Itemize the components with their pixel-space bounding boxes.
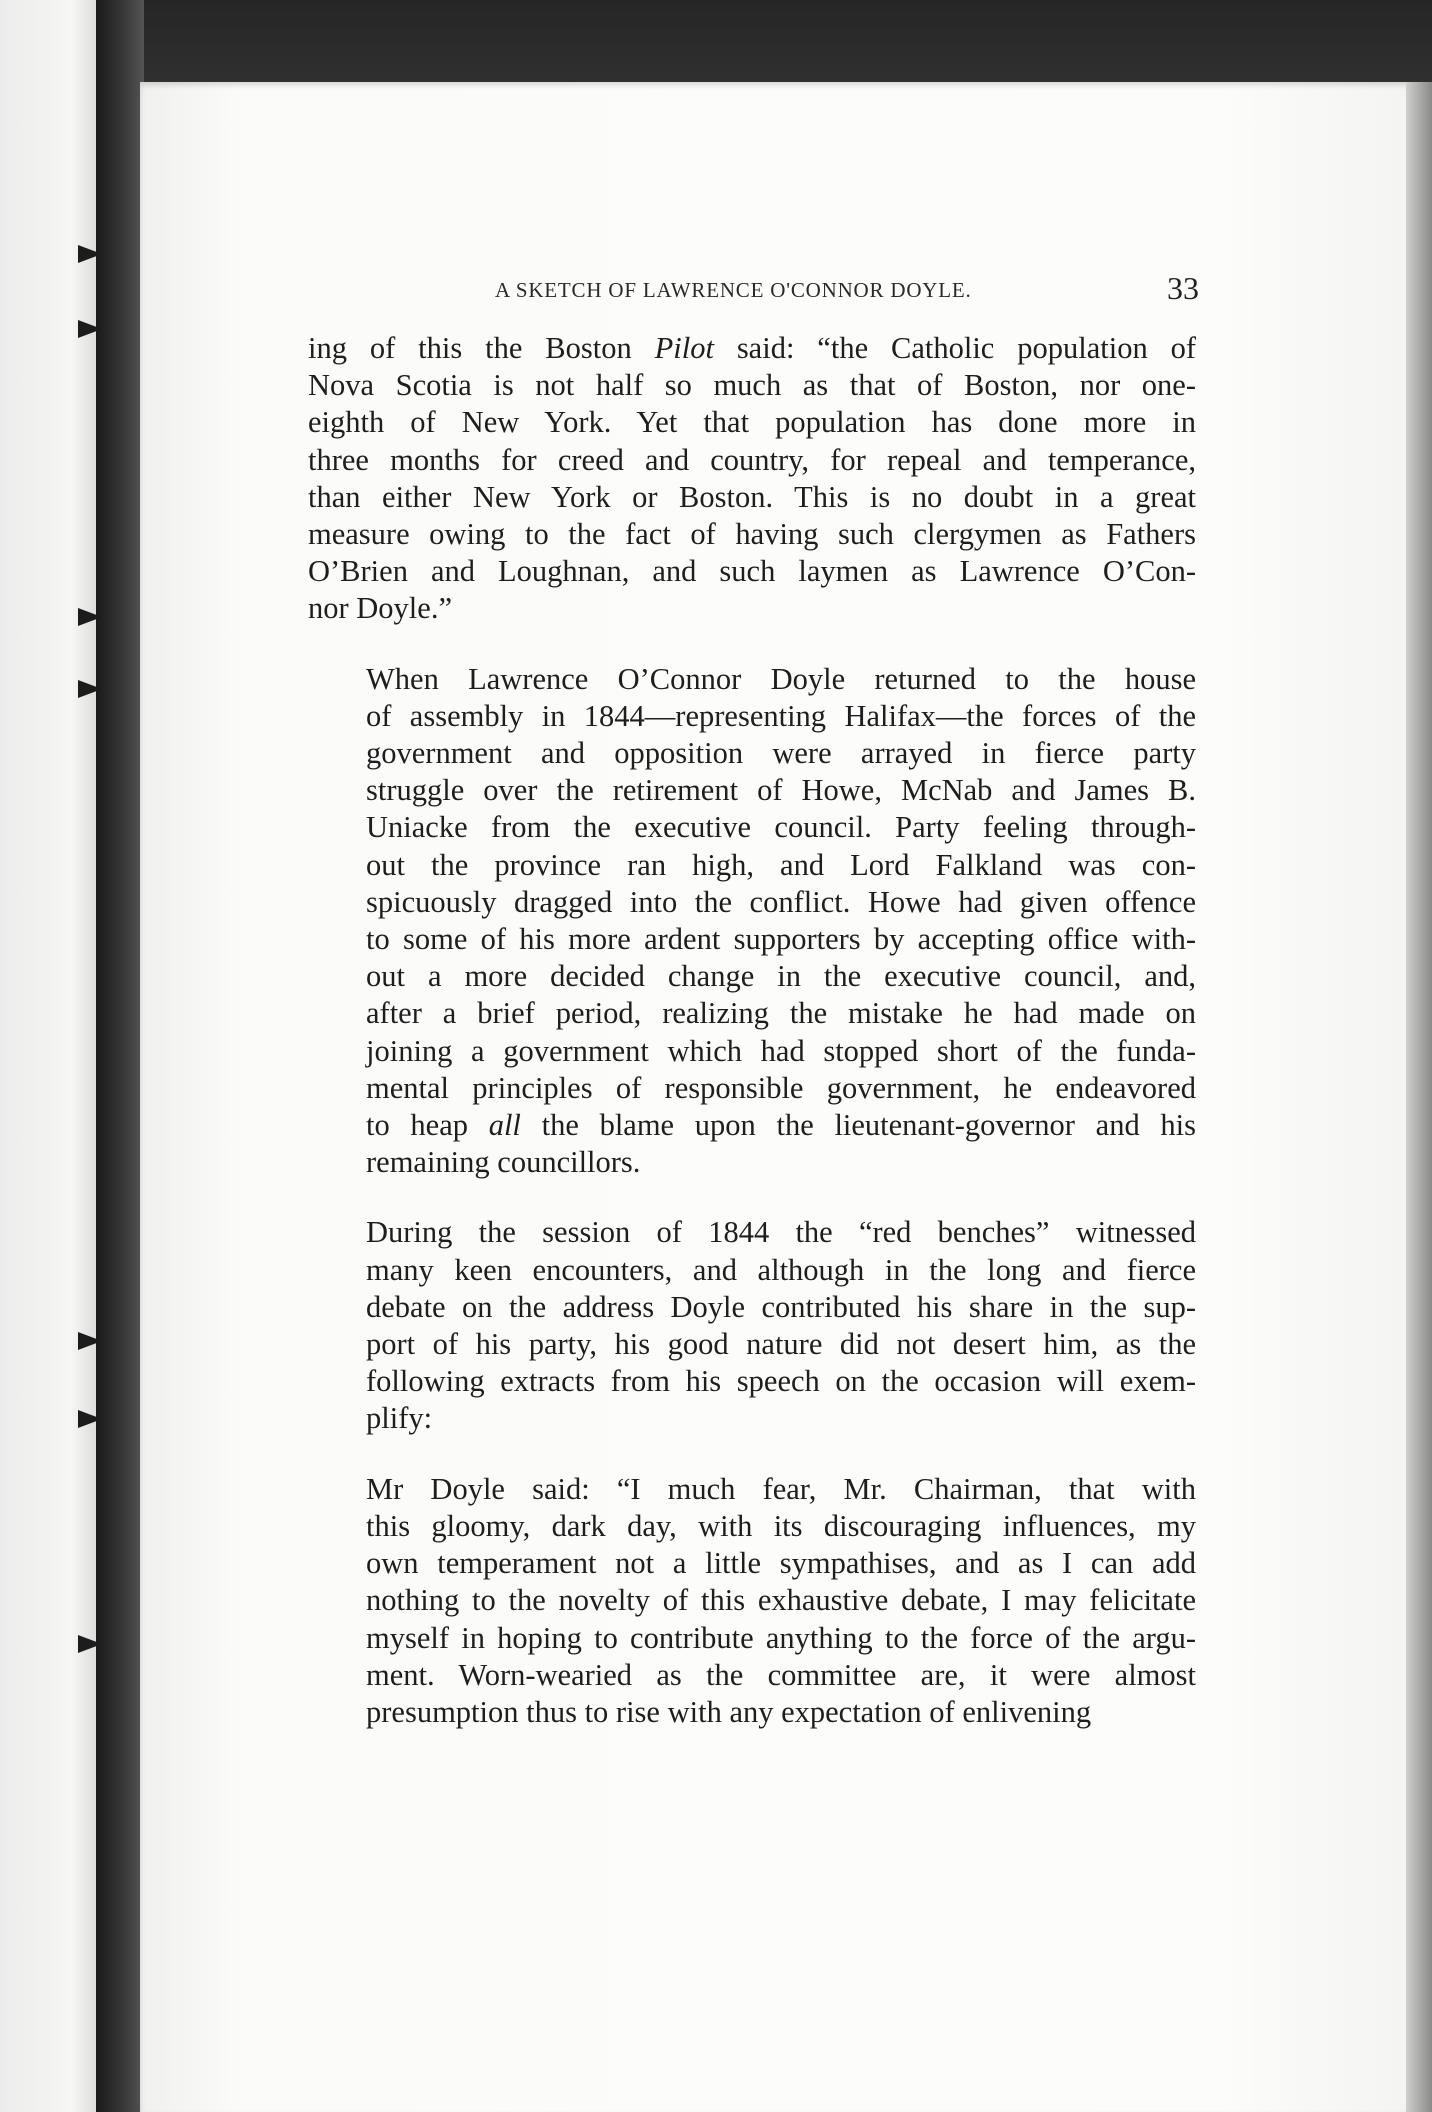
book-gutter — [96, 0, 144, 2112]
text-line: nothing to the novelty of this exhaustive debate, I may felicitate — [366, 1583, 1196, 1618]
text-line: three months for creed and country, for repeal and temperance, — [308, 442, 1196, 477]
italic-text: Pilot — [654, 331, 714, 365]
text-line: eighth of New York. Yet that population has done more in — [308, 405, 1196, 440]
paragraph — [308, 1471, 1196, 1731]
text-line: mental principles of responsible government, he endeavored — [366, 1070, 1196, 1105]
body-text — [308, 330, 1196, 1731]
paragraph — [308, 661, 1196, 1182]
text-line: nor Doyle.” — [308, 591, 452, 626]
text-line: port of his party, his good nature did not desert him, as the — [366, 1327, 1196, 1362]
page-number: 33 — [1167, 270, 1199, 306]
text-line: Nova Scotia is not half so much as that of Boston, nor one- — [308, 368, 1196, 403]
text-line: following extracts from his speech on the occasion will exem- — [366, 1364, 1196, 1399]
text-line: remaining councillors. — [366, 1145, 641, 1180]
binding-mark — [78, 680, 102, 698]
paragraph — [308, 330, 1196, 628]
binding-mark — [78, 1332, 102, 1350]
binding-mark — [78, 245, 102, 263]
text-line: Mr Doyle said: “I much fear, Mr. Chairman, that with — [366, 1471, 1196, 1506]
italic-text: all — [488, 1108, 521, 1143]
binding-mark — [78, 1635, 102, 1653]
text-line: spicuously dragged into the conflict. Howe had given offence — [366, 884, 1196, 919]
text-line: ing of this the Boston Pilot said: “the Catholic population of — [308, 331, 1196, 365]
binding-mark — [78, 1410, 102, 1428]
text-line: out the province ran high, and Lord Falkland was con- — [366, 847, 1196, 882]
page-right-edge — [1406, 82, 1432, 2112]
text-line: government and opposition were arrayed in fierce party — [366, 736, 1196, 771]
text-line: measure owing to the fact of having such clergymen as Fathers — [308, 517, 1196, 552]
text-line: to heap all the blame upon the lieutenant-governor and his — [366, 1108, 1196, 1143]
text-line: many keen encounters, and although in the long and fierce — [366, 1252, 1196, 1287]
binding-mark — [78, 608, 102, 626]
text-line: presumption thus to rise with any expectation of enlivening — [366, 1694, 1092, 1729]
text-line: struggle over the retirement of Howe, McNab and James B. — [366, 773, 1196, 808]
text-line: debate on the address Doyle contributed his share in the sup- — [366, 1289, 1196, 1324]
running-head: A SKETCH OF LAWRENCE O'CONNOR DOYLE. — [495, 278, 972, 302]
paragraph — [308, 1214, 1196, 1437]
text-line: after a brief period, realizing the mistake he had made on — [366, 996, 1196, 1031]
text-line: During the session of 1844 the “red benches” witnessed — [366, 1215, 1196, 1250]
text-line: When Lawrence O’Connor Doyle returned to the house — [366, 661, 1196, 696]
text-line: of assembly in 1844—representing Halifax—the forces of the — [366, 698, 1196, 733]
text-line: than either New York or Boston. This is no doubt in a great — [308, 479, 1196, 514]
text-line: to some of his more ardent supporters by accepting office with- — [366, 922, 1196, 957]
previous-page-edge — [0, 0, 102, 2112]
text-line: O’Brien and Loughnan, and such laymen as Lawrence O’Con- — [308, 554, 1196, 589]
text-line: joining a government which had stopped short of the funda- — [366, 1033, 1196, 1068]
binding-mark — [78, 320, 102, 338]
text-line: this gloomy, dark day, with its discouraging influences, my — [366, 1508, 1196, 1543]
text-line: own temperament not a little sympathises, and as I can add — [366, 1546, 1196, 1581]
text-line: Uniacke from the executive council. Party feeling through- — [366, 810, 1196, 845]
text-line: ment. Worn-wearied as the committee are, it were almost — [366, 1657, 1196, 1692]
text-line: myself in hoping to contribute anything to the force of the argu- — [366, 1620, 1196, 1655]
page-header — [495, 270, 1205, 314]
text-line: plify: — [366, 1401, 433, 1436]
text-line: out a more decided change in the executive council, and, — [366, 959, 1196, 994]
